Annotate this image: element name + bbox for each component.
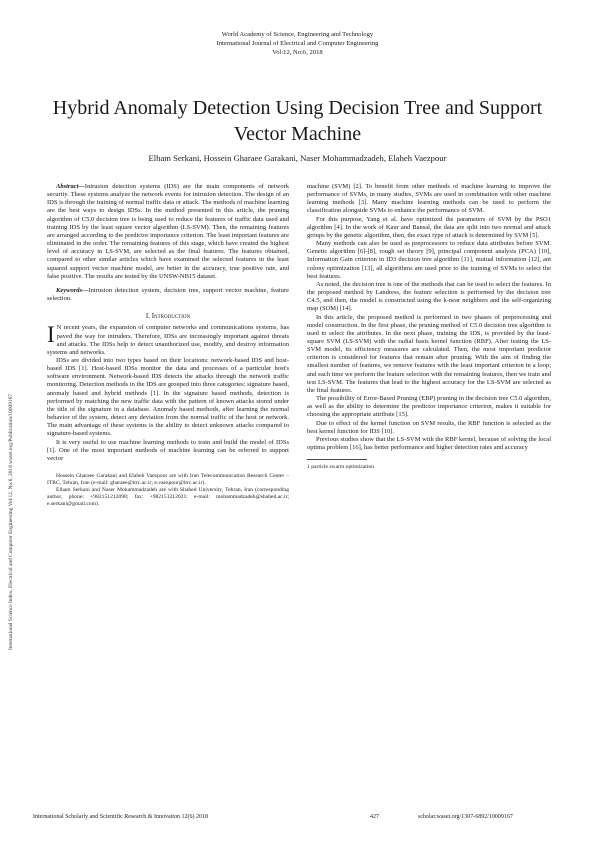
right-paragraph: The possibility of Error-Based Pruning (EBP) pruning in the decision tree C5.0 algorithm, as well as the ability to determine the predictor importance criterion, makes it suitable for choosing the appropriate attribute [15]. (307, 395, 551, 419)
left-column (47, 183, 289, 508)
header-line-2: International Journal of Electrical and Computer Engineering (216, 40, 379, 47)
right-paragraph: For this purpose, Yang et al. have optimized the parameters of SVM by the PSO1 algorithm [4]. In the work of Kaur and Bansal, the data are split into two normal and attack groups by the genetic algorithm, then, the exact type of attack is determined by SVM [5]. (307, 215, 551, 239)
abstract (47, 183, 289, 281)
keywords-text: Intrusion detection system, decision tree, support vector machine, feature selection. (47, 286, 289, 303)
author-list: Elham Serkani, Hossein Gharaee Garakani, Naser Mohammadzadeh, Elaheh Vaezpour (148, 153, 447, 163)
affiliations (47, 473, 289, 508)
right-paragraph: machine (SVM) [2]. To benefit from other methods of machine learning to improve the performance of SVMs, in many studies, SVMs are used in combination with other machine learning methods [3]. Many machine learning methods can be used to perform the classification alongside SVMs to enhance the performance of SVM. (307, 183, 551, 215)
keywords-label: Keywords— (56, 286, 89, 294)
footer-left: International Scholarly and Scientific Research & Innovation 12(6) 2018 (33, 814, 208, 820)
header-line-3: Vol:12, No:6, 2018 (272, 49, 323, 56)
left-paragraph: IDSs are divided into two types based on their locations: network-based IDS and host-based IDS [1]. Host-based IDSs monitor the data and processes of a particular host's software environment. Network-based IDS detects the attacks through the network traffic monitoring. Detection methods in the IDS are grouped into three categories: signature based, anomaly based and hybrid methods [1]. In the signature based methods, detection is performed by matching the new traffic data with the pattern of known attacks stored under the title of the signature in a database. Anomaly based methods, after learning the normal behavior of the system, detect any deviation from the normal traffic of the host or network. The main advantage of these systems is the ability to detect unknown attacks compared to signature-based systems. (47, 356, 289, 438)
right-paragraph: Due to effect of the kernel function on SVM results, the RBF function is selected as the best kernel function for IDS [10]. (307, 419, 551, 435)
affiliation: Elham Serkani and Naser Mohammadzadeh are with Shahed University, Tehran, Iran (corresponding author, phone: +982151212098; fax: +982151212021; e-mail: mohammadzadeh@shahed.ac.ir; e.serkani@gmail.com). (47, 487, 289, 507)
keywords (47, 287, 289, 303)
footer-right: scholar.waset.org/1307-6892/10009167 (418, 814, 513, 820)
right-paragraph: In this article, the proposed method is performed in two phases of preprocessing and model construction. In the first phase, the pruning method of C5.0 decision tree algorithm is used to select the attributes. In the next phase, training the IDS, is provided by the least-square SVM (LS-SVM) with the radial basis kernel function (RBF). After testing the LS-SVM model, its efficiency measures are calculated. Then, the most important predictor criterion is considered for features that remain after pruning. With the aim of finding the smallest number of features, we remove features with the least important criterion in a loop; and each time we perform the feature selection with the remaining features, then we train and test LS-SVM. The features that lead to the highest accuracy for the LS-SVM are selected as the final features. (307, 313, 551, 394)
intro-text: N recent years, the expansion of computer networks and communications systems, has paved the way for intruders. Therefore, IDSs are increasingly important against threats and attacks. The IDSs help to detect unauthorized use, modify, and destroy information systems and networks. (47, 324, 289, 356)
header-line-1: World Academy of Science, Engineering and Technology (221, 31, 374, 38)
right-paragraph: Many methods can also be used as preprocessors to reduce data attributes before SVM. Genetic algorithm [6]-[8], rough set theory [9], principal component analysis (PCA) [10], Information Gain criterion in ID3 decision tree algorithm [11], mutual information [12], ant colony optimization [13], all algorithms are used prior to the training of SVMs to select the best features. (307, 240, 551, 280)
right-paragraph: As noted, the decision tree is one of the methods that can be used to select the features. In the proposed method by Landress, the feature selection is performed by the decision tree C4.5, and then, the model is constructed using the k-near neighbors and the self-organizing map (SOM) [14]. (307, 280, 551, 313)
footnote-rule (307, 459, 367, 460)
affiliation: Hossein Gharaee Garakani and Elaheh Vaezpour are with Iran Telecommunication Research Center – ITRC, Tehran, Iran (e-mail: gharaee@itrc.ac.ir; e.vaezpour@itrc.ac.ir). (47, 473, 289, 486)
abstract-text: Intrusion detection systems (IDS) are the main components of network security. These systems analyze the network events for intrusion detection. The design of an IDS is through the training of normal traffic data or attack. The methods of machine learning are the best ways to design IDSs. In the method presented in this article, the pruning algorithm of C5.0 decision tree is being used to reduce the features of traffic data used and training IDS by the least square vector algorithm (LS-SVM). Then, the remaining features are arranged according to the predictor importance criterion. The least important features are eliminated in the order. The remaining features of this stage, which have created the highest level of accuracy in LS-SVM, are selected as the final features. The features obtained, compared to other similar articles which have examined the selected features in the least squared support vector machine model, are better in the accuracy, true positive rate, and false positive. The results are tested by the UNSW-NB15 dataset. (47, 183, 289, 280)
page-number: 427 (370, 814, 379, 820)
footnote: 1 particle swarm optimization (307, 464, 374, 471)
paper-title: Hybrid Anomaly Detection Using Decision Tree and Support Vector Machine (52, 97, 543, 145)
drop-cap: I (47, 322, 55, 348)
sidebar-index: International Science Index, Electrical and Computer Engineering Vol:12, No:6, 2018 waset.org/Publication/10009167 (8, 394, 14, 650)
right-paragraph: Previous studies show that the LS-SVM with the RBF kernel, because of solving the local optima problem [16], has better performance and higher detection rates and accuracy (307, 435, 551, 451)
intro-paragraph (47, 324, 289, 357)
journal-header (0, 30, 595, 57)
left-paragraph: It is very useful to use machine learning methods to train and build the model of IDSs [1]. One of the most important methods of machine learning can be referred to support vector (47, 438, 289, 462)
section-heading: I. Introduction (145, 312, 191, 321)
right-column (307, 183, 551, 471)
abstract-label: Abstract— (56, 183, 85, 190)
